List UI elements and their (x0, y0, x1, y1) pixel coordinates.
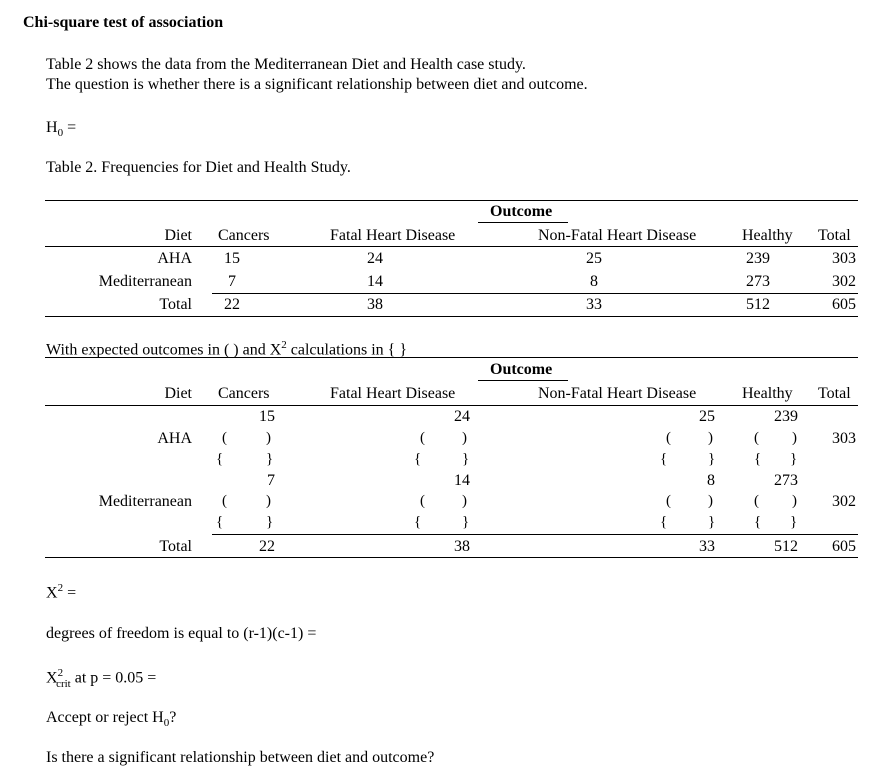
chi-close: } (708, 514, 716, 530)
chi-open: { (414, 514, 422, 530)
expected-open: ( (754, 493, 759, 509)
observed-fatal: 14 (454, 472, 470, 489)
observed-nonfatal: 8 (707, 472, 715, 489)
col-fatal-2: Fatal Heart Disease (330, 385, 456, 402)
row-label: AHA (157, 250, 192, 267)
chi-close: } (790, 451, 798, 467)
cell-cancers: 22 (224, 296, 240, 313)
table-bottom-rule (45, 316, 858, 317)
table-caption: Table 2. Frequencies for Diet and Health Study. (46, 159, 351, 176)
chi-close: } (462, 514, 470, 530)
degrees-of-freedom: degrees of freedom is equal to (r-1)(c-1) = (46, 625, 317, 642)
table2-top-rule (45, 357, 858, 358)
row-label: Mediterranean (98, 273, 192, 290)
critical-value: $X^2_{crit}$ at p = 0.05 = (46, 667, 157, 690)
expected-open: ( (666, 430, 671, 446)
row-total-aha: 303 (832, 430, 856, 447)
expected-close: ) (708, 430, 713, 446)
chi-close: } (266, 451, 274, 467)
cell-fatal: 38 (367, 296, 383, 313)
chi-open: { (216, 451, 224, 467)
cell-total: 302 (832, 273, 856, 290)
row-label-aha: AHA (157, 430, 192, 447)
observed-cancers: 15 (259, 408, 275, 425)
col-healthy-2: Healthy (742, 385, 793, 402)
expected-close: ) (462, 430, 467, 446)
accept-reject: Accept or reject $H_0$? (46, 709, 177, 730)
cell-total: 605 (832, 296, 856, 313)
expected-close: ) (792, 430, 797, 446)
cell-fatal: 24 (367, 250, 383, 267)
grand-total: 605 (832, 538, 856, 555)
col-nonfatal-2: Non-Fatal Heart Disease (538, 385, 697, 402)
outcome-underline (478, 222, 568, 223)
chi-close: } (462, 451, 470, 467)
cell-healthy: 239 (746, 250, 770, 267)
cell-healthy: 273 (746, 273, 770, 290)
cell-total: 303 (832, 250, 856, 267)
col-diet: Diet (164, 227, 192, 244)
chi-close: } (708, 451, 716, 467)
cell-nonfatal: 8 (590, 273, 598, 290)
chi-open: { (660, 451, 668, 467)
row-total-mediterranean: 302 (832, 493, 856, 510)
expected-open: ( (222, 430, 227, 446)
observed-healthy: 273 (774, 472, 798, 489)
col-nonfatal: Non-Fatal Heart Disease (538, 227, 697, 244)
col-cancers: Cancers (218, 227, 270, 244)
col-diet-2: Diet (164, 385, 192, 402)
col-total: Total (818, 227, 851, 244)
col-total-2: Total (818, 385, 851, 402)
col-cancers-2: Cancers (218, 385, 270, 402)
expected-close: ) (792, 493, 797, 509)
expected-close: ) (266, 493, 271, 509)
null-hypothesis: $H_0$ = (46, 119, 77, 140)
cell-healthy: 512 (746, 296, 770, 313)
chi-open: { (216, 514, 224, 530)
expected-open: ( (420, 430, 425, 446)
table-top-rule (45, 200, 858, 201)
expected-close: ) (462, 493, 467, 509)
intro-line-1: Table 2 shows the data from the Mediterranean Diet and Health case study. (46, 56, 526, 73)
chi-open: { (754, 514, 762, 530)
chi-close: } (266, 514, 274, 530)
expected-open: ( (754, 430, 759, 446)
total-cancers: 22 (259, 538, 275, 555)
chi-open: { (414, 451, 422, 467)
intro-line-2: The question is whether there is a significant relationship between diet and outcome. (46, 76, 588, 93)
observed-fatal: 24 (454, 408, 470, 425)
chi-close: } (790, 514, 798, 530)
chi-open: { (754, 451, 762, 467)
cell-nonfatal: 25 (586, 250, 602, 267)
total-fatal: 38 (454, 538, 470, 555)
expected-close: ) (266, 430, 271, 446)
cell-cancers: 7 (228, 273, 236, 290)
total-nonfatal: 33 (699, 538, 715, 555)
final-question: Is there a significant relationship between diet and outcome? (46, 749, 435, 766)
outcome-underline-2 (478, 380, 568, 381)
chi-square-result: $X^2$ = (46, 582, 77, 602)
chi-open: { (660, 514, 668, 530)
row-label-total: Total (159, 538, 192, 555)
cell-nonfatal: 33 (586, 296, 602, 313)
expected-close: ) (708, 493, 713, 509)
col-fatal: Fatal Heart Disease (330, 227, 456, 244)
cell-fatal: 14 (367, 273, 383, 290)
observed-nonfatal: 25 (699, 408, 715, 425)
header-rule (45, 246, 858, 247)
table2-bottom-rule (45, 557, 858, 558)
cell-cancers: 15 (224, 250, 240, 267)
col-healthy: Healthy (742, 227, 793, 244)
total-healthy: 512 (774, 538, 798, 555)
row-label: Total (159, 296, 192, 313)
row-label-mediterranean: Mediterranean (98, 493, 192, 510)
outcome-header: Outcome (490, 203, 553, 220)
expected-open: ( (666, 493, 671, 509)
total-rule (212, 293, 858, 294)
expected-caption: With expected outcomes in ( ) and $X^2$ calculations in { } (46, 339, 407, 359)
header-rule-2 (45, 405, 858, 406)
expected-open: ( (420, 493, 425, 509)
observed-cancers: 7 (267, 472, 275, 489)
total-rule-2 (212, 534, 858, 535)
page-title: Chi-square test of association (23, 14, 224, 31)
expected-open: ( (222, 493, 227, 509)
observed-healthy: 239 (774, 408, 798, 425)
outcome-header-2: Outcome (490, 361, 553, 378)
